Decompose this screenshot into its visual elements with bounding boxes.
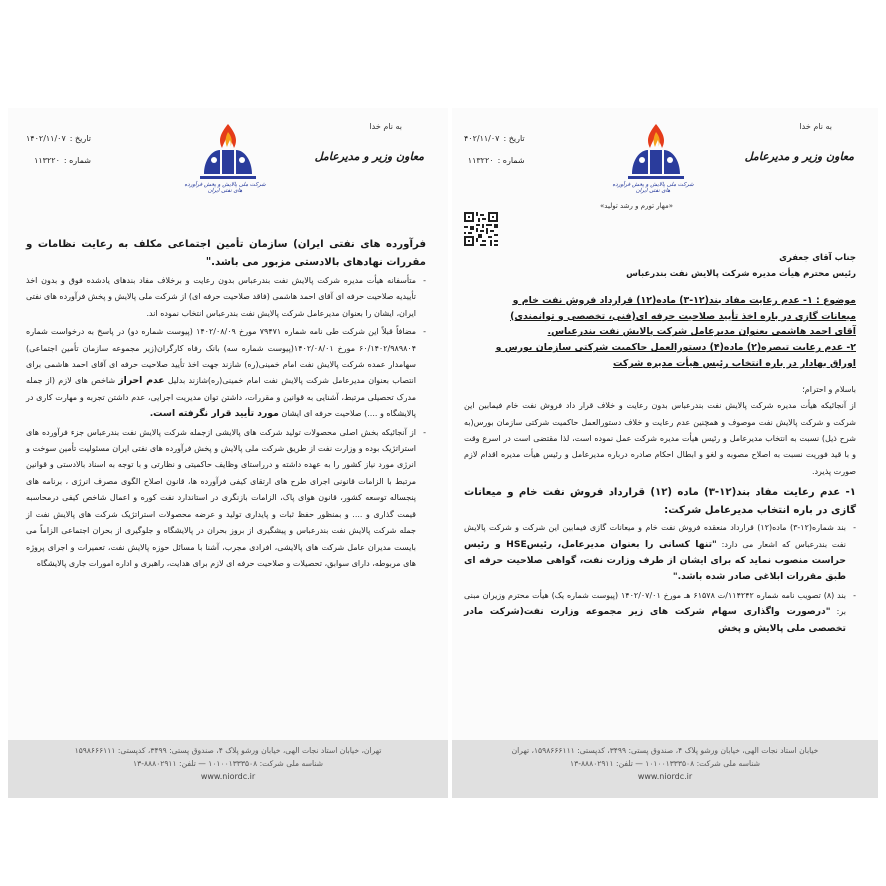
footer-address: خیابان استاد نجات الهی، خیابان ورشو پلاک ۴، صندوق پستی: ۳۴۹۹، کدپستی: ۱۵۹۸۶۶۶۱۱۱، تهران bbox=[511, 746, 819, 755]
date-value: ۱۴۰۲/۱۱/۰۷ bbox=[26, 134, 66, 143]
paragraph-continuation: فرآورده های نفتی ایران) سازمان تأمین اجتماعی مکلف به رعایت نظامات و مقررات نهادهای بالادستی مزبور می باشد." bbox=[26, 239, 426, 268]
footer-address: تهران، خیابان استاد نجات الهی، خیابان ورشو پلاک ۴، صندوق پستی: ۳۴۹۹، کدپستی: ۱۵۹۸۶۶۶۱۱۱ bbox=[74, 746, 382, 755]
addressee-name: جناب آقای جعفری bbox=[779, 253, 856, 263]
deputy-title: معاون وزیر و مدیرعامل bbox=[314, 150, 424, 163]
basmala: به نام خدا bbox=[369, 122, 402, 131]
greeting: باسلام و احترام؛ bbox=[802, 384, 856, 394]
slogan: «مهار تورم و رشد تولید» bbox=[600, 202, 674, 210]
paragraph-item: - از آنجائیکه بخش اصلی محصولات تولید شرکت های پالایشی ازجمله شرکت پالایش نفت بندرعباس جزء فرآورده های استراتژیک بوده و وزارت نفت از طریق شرکت ملی پالایش و پخش فرآورده های نفتی ایران مسئولیت تأمین سوخت و انرژی مورد نیاز کشور را به عهده داشته و درراستای وظایف حاکمیتی و نظارتی و با توجه به اسناد بالادستی و قوانین مرتبط با الزامات قانونی اجرای طرح های ارتقای کیفی فرآورده ها، قانون اصلاح الگوی مصرف انرژی ، برنامه های پنجساله توسعه کشور، قانون هوای پاک، الزامات بازنگری در استاندارد نفت کوره و اعمال شاخص کیفی درمحاسبه قیمت گذاری و .... و بمنظور حفظ ثبات و پایداری تولید و عرضه محصولات استراتژیک شرکت های پالایش نفت از جمله شرکت پالایش نفت بندرعباس و پیشگیری از بروز بحران در پالایشگاه و جلوگیری از بحران اجتماعی الزاماً می بایست مدیران عامل شرکت های پالایشی، افرادی مجرب، آشنا با مسائل حوزه پالایش نفت، تعمیرات و اجرای پروژه های مربوطه، دارای سوابق، تحصیلات و صلاحیت حرفه ای لازم برای هدایت، راهبری و اداره امورات جاری پالایشگاه bbox=[26, 425, 426, 573]
letter-header bbox=[452, 108, 878, 210]
letter-footer bbox=[452, 740, 878, 798]
letter-header bbox=[8, 108, 448, 203]
qr-code bbox=[464, 212, 498, 246]
footer-website: www.niordc.ir bbox=[637, 772, 693, 781]
company-caption: شرکت ملی پالایش و پخش فرآورده های نفتی ایران bbox=[612, 182, 694, 194]
letter-body-page-2 bbox=[26, 236, 426, 574]
quoted-clause: "تنها کسانی را بعنوان مدیرعامل، رئیسHSE و رئیس حراست منصوب نماید که برای ایشان از طرف وزارت نفت، گواهی صلاحیت حرفه ای طبق مقررات ابلاغی صادر شده باشد." bbox=[464, 538, 846, 583]
paragraph-item: - متأسفانه هیأت مدیره شرکت پالایش نفت بندرعباس بدون رعایت و برخلاف مفاد بندهای یادشده فوق و بدون اخذ تأییدیه صلاحیت حرفه ای آقای احمد هاشمی (فاقد صلاحیت حرفه ای) از شرکت ملی پالایش و پخش فرآورده های نفتی ایران، ایشان را بعنوان مدیرعامل شرکت پالایش نفت بندرعباس انتخاب نموده اند. bbox=[26, 273, 426, 322]
date-number-block bbox=[26, 128, 91, 172]
emphasis-text: مورد تأیید قرار نگرفته است. bbox=[149, 408, 279, 420]
subject-line: اوراق بهادار در باره انتخاب رئیس هیأت مدیره شرکت bbox=[612, 358, 856, 369]
subject-line: ۲- عدم رعایت تبصره(۲) ماده(۴) دستورالعمل حاکمیت شرکتی سازمان بورس و bbox=[495, 342, 856, 354]
subject-block bbox=[464, 293, 856, 372]
letter-body-page-1 bbox=[464, 250, 856, 639]
footer-id-phone: شناسه ملی شرکت: ۱۰۱۰۰۱۳۳۳۵۰۸ — تلفن: ۸۸۸۰۲۹۱۱-۱۳ bbox=[570, 759, 760, 768]
date-value: ۴۰۲/۱۱/۰۷ bbox=[464, 134, 500, 143]
date-label: تاریخ : bbox=[69, 134, 91, 143]
clause-item: - بند شماره(۱۲-۳) ماده(۱۲) قرارداد منعقده فروش نفت خام و میعانات گازی فیمابین این شرکت و شرکت پالایش نفت بندرعباس که اشعار می دارد: "تنها کسانی را بعنوان مدیرعامل، رئیسHSE و رئیس حراست منصوب نماید که برای ایشان از طرف وزارت نفت، گواهی صلاحیت حرفه ای طبق مقررات ابلاغی صادر شده باشد." bbox=[464, 520, 856, 586]
date-number-block bbox=[464, 128, 525, 172]
basmala: به نام خدا bbox=[799, 122, 832, 131]
quoted-clause: "درصورت واگذاری سهام شرکت های زیر مجموعه وزارت نفت(شرکت مادر تخصصی ملی پالایش و پخش bbox=[464, 606, 846, 634]
addressee-title: رئیس محترم هیأت مدیره شرکت پالایش نفت بندرعباس bbox=[626, 269, 856, 280]
footer-id-phone: شناسه ملی شرکت: ۱۰۱۰۰۱۳۳۳۵۰۸ — تلفن: ۸۸۸۰۲۹۱۱-۱۳ bbox=[133, 759, 323, 768]
number-value: ۱۱۳۲۲۰ bbox=[467, 156, 494, 165]
number-label: شماره : bbox=[63, 156, 91, 165]
letter-footer bbox=[8, 740, 448, 798]
subject-line: آقای احمد هاشمی بعنوان مدیرعامل شرکت پالایش نفت بندرعباس. bbox=[547, 326, 856, 338]
number-label: شماره : bbox=[497, 156, 525, 165]
letter-page-2 bbox=[8, 108, 448, 798]
footer-website: www.niordc.ir bbox=[200, 772, 256, 781]
section-1-title: ۱- عدم رعایت مفاد بند(۱۲-۳) ماده (۱۲) قرارداد فروش نفت خام و میعانات گازی در باره انتخاب مدیرعامل شرکت: bbox=[464, 487, 857, 517]
subject-line: میعانات گازی در باره اخذ تأیید صلاحیت حرفه ای(فنی، تخصصی و توانمندی) bbox=[510, 310, 856, 322]
number-value: ۱۱۳۲۲۰ bbox=[34, 156, 60, 165]
letter-page-1 bbox=[452, 108, 878, 798]
company-caption: شرکت ملی پالایش و پخش فرآورده های نفتی ایران bbox=[184, 182, 266, 194]
intro-paragraph: از آنجائیکه هیأت مدیره شرکت پالایش نفت بندرعباس بدون رعایت و خلاف قرار داد فروش نفت خام فیمابین این شرکت و شرکت پالایش نفت موصوف و همچنین عدم رعایت و خلاف دستورالعمل حاکمیت شرکتی سازمان بورس(به شرح ذیل) نسبت به انتخاب مدیرعامل و رئیس هیأت مدیره شرکت عمل نموده است، لذا مقتضی است در اسرع وقت و با قید فوریت نسبت به اصلاح مصوبه و لغو و ابطال احکام صادره درباره مدیرعامل و رئیس هیأت مدیره اقدام لازم صورت پذیرد. bbox=[464, 401, 856, 476]
date-label: تاریخ : bbox=[503, 134, 525, 143]
paragraph-item: - مضافاً قبلاً این شرکت طی نامه شماره ۷۹۴۷۱ مورخ ۱۴۰۲/۰۸/۰۹ (پیوست شماره دو) در پاسخ به درخواست شماره ۶۰/۱۴۰۲/۹۸۹۸۰۴ مورخ ۱۴۰۲/۰۸/۰۱(پیوست شماره سه) بانک رفاه کارگران(زیر مجموعه سازمان تأمین اجتماعی) سهامدار عمده شرکت پالایش نفت امام خمینی(ره) شازند جهت اخذ تأیید صلاحیت حرفه ای آقای احمد هاشمی برای انتصاب بعنوان مدیرعامل شرکت پالایش نفت امام خمینی(ره)شازند بدلیل عدم احراز شاخص های لازم (از جمله مدرک تحصیلی مرتبط، آشنایی به قوانین و مقررات، داشتن توان مدیریت اجرایی، عدم داشتن تجربه و مهارت کاری در پالایشگاه و ....) صلاحیت حرفه ای ایشان مورد تأیید قرار نگرفته است. bbox=[26, 324, 426, 422]
deputy-title: معاون وزیر و مدیرعامل bbox=[744, 150, 854, 163]
clause-item: - بند (۸) تصویب نامه شماره ۱۱۴۲۴۲/ت ۶۱۵۷۸ هـ مورخ ۱۴۰۲/۰۷/۰۱ (پیوست شماره یک) هیأت محترم وزیران مبنی بر: "درصورت واگذاری سهام شرکت های زیر مجموعه وزارت نفت(شرکت مادر تخصصی ملی پالایش و پخش bbox=[464, 588, 856, 637]
emphasis-text: عدم احراز bbox=[118, 375, 165, 387]
subject-line: موضوع : ۱- عدم رعایت مفاد بند(۱۲-۳) ماده(۱۲) قرارداد فروش نفت خام و bbox=[512, 294, 856, 306]
